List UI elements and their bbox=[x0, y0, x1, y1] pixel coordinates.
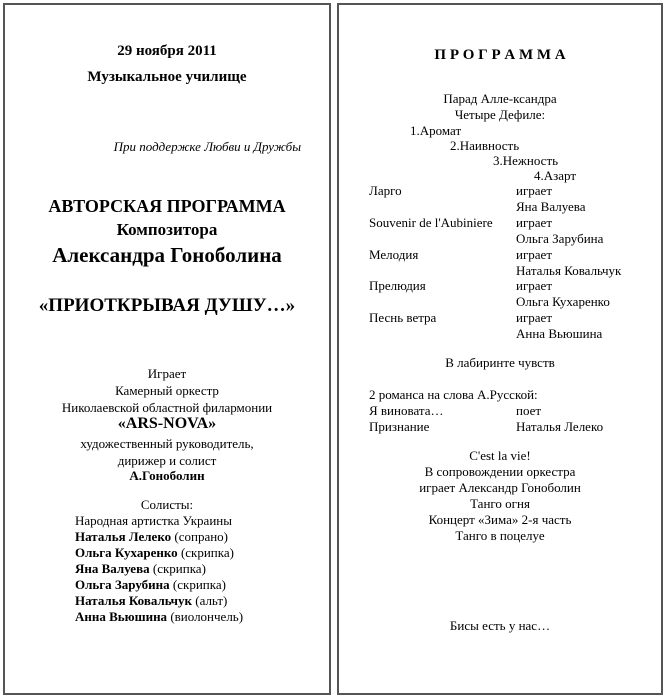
right-page bbox=[337, 3, 663, 695]
soloist-item bbox=[75, 593, 227, 609]
defile-part: 1.Аромат bbox=[410, 123, 462, 138]
piece-performer: Анна Вьюшина bbox=[516, 326, 603, 341]
piece-performer: Яна Валуева bbox=[516, 199, 586, 214]
defile-part: 4.Азарт bbox=[534, 168, 577, 183]
labyrinth-title: В лабиринте чувств bbox=[445, 355, 555, 370]
soloist-item bbox=[75, 561, 206, 577]
soloist-name: Яна Валуева bbox=[75, 561, 150, 576]
cest-la-vie: C'est la vie! bbox=[469, 448, 531, 463]
romance-title: Я виновата… bbox=[369, 403, 444, 418]
soloist-item bbox=[75, 577, 226, 593]
romance-performer: поет bbox=[516, 403, 542, 418]
soloist-role: (виолончель) bbox=[167, 609, 244, 624]
soloist-item bbox=[75, 529, 228, 545]
soloist-name: Ольга Кухаренко bbox=[75, 545, 178, 560]
director-line-2: дирижер и солист bbox=[117, 453, 217, 468]
piece-performer: Наталья Ковальчук bbox=[516, 263, 622, 278]
piece-performer: Ольга Кухаренко bbox=[516, 294, 610, 309]
piece-title: Мелодия bbox=[369, 247, 419, 262]
piece-title: Ларго bbox=[369, 183, 402, 198]
orchestra-line-2: Николаевской областной филармонии bbox=[61, 400, 273, 415]
piece-title: Прелюдия bbox=[369, 278, 426, 293]
piece-plays: играет bbox=[516, 278, 553, 293]
support-line: При поддержке Любви и Дружбы bbox=[113, 139, 301, 154]
defile-title: Четыре Дефиле: bbox=[454, 107, 546, 122]
piece-title: Souvenir de l'Aubiniere bbox=[369, 215, 493, 230]
soloists-heading: Солисты: bbox=[140, 497, 194, 512]
program-heading: П Р О Г Р А М М А bbox=[434, 47, 566, 63]
soloist-name: Ольга Зарубина bbox=[75, 577, 170, 592]
soloist-name: Наталья Лелеко bbox=[75, 529, 172, 544]
encores-line: Бисы есть у нас… bbox=[449, 618, 551, 633]
piece-plays: играет bbox=[516, 247, 553, 262]
tango-fire: Танго огня bbox=[470, 496, 530, 511]
director-line-1: художественный руководитель, bbox=[80, 436, 254, 451]
defile-part: 3.Нежность bbox=[493, 153, 559, 168]
soloist-role: (скрипка) bbox=[149, 561, 206, 576]
parade-title: Парад Алле-ксандра bbox=[443, 91, 557, 106]
soloists-note: Народная артистка Украины bbox=[75, 513, 232, 528]
plays-label: Играет bbox=[147, 366, 187, 381]
accompaniment-line: В сопровождении оркестра bbox=[424, 464, 576, 479]
romance-title: Признание bbox=[369, 419, 430, 434]
soloist-name: Наталья Ковальчук bbox=[75, 593, 192, 608]
soloist-role: (альт) bbox=[191, 593, 228, 608]
concert-date: 29 ноября 2011 bbox=[117, 43, 217, 59]
gonobolin-plays: играет Александр Гоноболин bbox=[419, 480, 581, 495]
concert-title: «ПРИОТКРЫВАЯ ДУШУ…» bbox=[38, 295, 296, 316]
romances-title: 2 романса на слова А.Русской: bbox=[369, 387, 538, 402]
director-name: А.Гоноболин bbox=[129, 468, 205, 483]
composer-name: Александра Гоноболина bbox=[52, 243, 282, 267]
soloist-role: (скрипка) bbox=[169, 577, 226, 592]
piece-plays: играет bbox=[516, 183, 553, 198]
composer-of: Композитора bbox=[116, 220, 218, 239]
piece-plays: играет bbox=[516, 215, 553, 230]
left-page bbox=[3, 3, 331, 695]
soloist-role: (сопрано) bbox=[171, 529, 229, 544]
concert-winter: Концерт «Зима» 2-я часть bbox=[428, 512, 572, 527]
soloist-name: Анна Вьюшина bbox=[75, 609, 168, 624]
venue: Музыкальное училище bbox=[87, 69, 247, 85]
piece-title: Песнь ветра bbox=[369, 310, 437, 325]
romance-performer: Наталья Лелеко bbox=[516, 419, 604, 434]
orchestra-line-1: Камерный оркестр bbox=[115, 383, 219, 398]
orchestra-name: «ARS-NOVA» bbox=[117, 415, 217, 432]
soloist-role: (скрипка) bbox=[177, 545, 234, 560]
soloist-item bbox=[75, 609, 243, 625]
soloist-item bbox=[75, 545, 234, 561]
piece-plays: играет bbox=[516, 310, 553, 325]
piece-performer: Ольга Зарубина bbox=[516, 231, 604, 246]
tango-kiss: Танго в поцелуе bbox=[455, 528, 545, 543]
defile-part: 2.Наивность bbox=[450, 138, 520, 153]
program-type: АВТОРСКАЯ ПРОГРАММА bbox=[48, 196, 286, 216]
